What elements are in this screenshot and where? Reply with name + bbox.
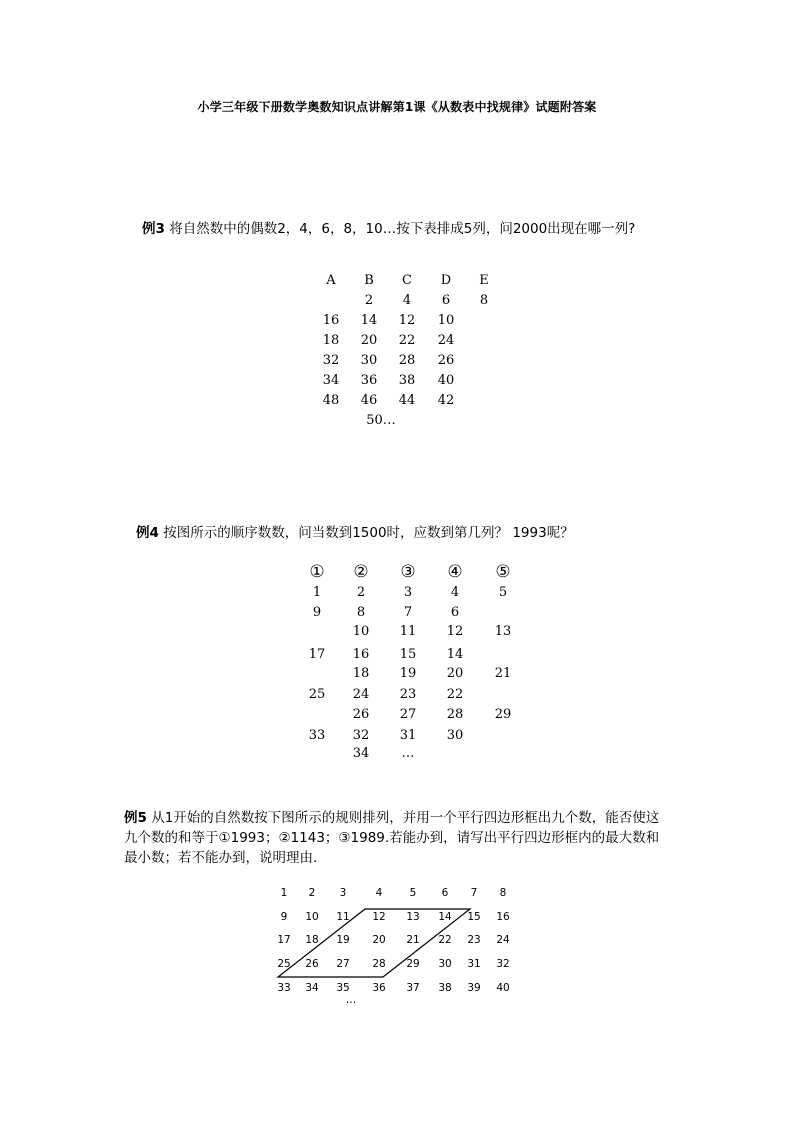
ex3-table-cell: 18 [322,333,340,348]
ex3-table-cell: 6 [441,293,451,308]
ex4-table-cell: 34 [352,746,370,761]
ex3-table-cell: 36 [360,373,378,388]
ex5-grid-cell: 37 [406,982,420,994]
ex4-table-cell: 8 [356,605,366,620]
ex4-table-cell: 4 [450,585,460,600]
ex5-grid-cell: 10 [305,911,319,923]
ex4-table-cell: 17 [308,647,326,662]
ex3-table-cell: 8 [479,293,489,308]
ex4-column-header: ② [353,562,369,582]
ex4-table-cell: 5 [498,585,508,600]
ex3-table-cell: 28 [398,353,416,368]
ex4-table-cell: 1 [312,585,322,600]
ex4-table-cell: 21 [494,666,512,681]
ex5-grid-cell: 28 [372,958,386,970]
ex4-column-header: ① [309,562,325,582]
ex5-grid-cell: 15 [467,911,481,923]
example-4-text: 按图所示的顺序数数，问当数到1500时，应数到第几列？ 1993呢？ [158,525,574,541]
ex4-column-header: ⑤ [495,562,511,582]
example-3-text: 将自然数中的偶数2，4，6，8，10…按下表排成5列，问2000出现在哪一列? [164,221,636,237]
ex5-grid-cell: 2 [308,887,316,899]
ex4-table-cell: 10 [352,624,370,639]
ex5-grid-cell: 4 [375,887,383,899]
ex3-table-cell: 42 [437,393,455,408]
ex5-grid-cell: 26 [305,958,319,970]
ex5-grid-cell: 27 [336,958,350,970]
ex5-grid-cell: 35 [336,982,350,994]
ex5-grid-cell: 17 [277,934,291,946]
ex3-table-cell: 10 [437,313,455,328]
ex4-table-cell: 30 [446,728,464,743]
example-5-label: 例5 [124,810,147,826]
ex5-grid-cell: 34 [305,982,319,994]
ex4-table-cell: 19 [399,666,417,681]
ex3-table-cell: 30 [360,353,378,368]
ex4-table-cell: 29 [494,707,512,722]
ex3-table-cell: 48 [322,393,340,408]
ex5-grid-cell: 24 [496,934,510,946]
ex4-column-header: ④ [447,562,463,582]
ex3-table-cell: 40 [437,373,455,388]
ex4-table-cell: 24 [352,687,370,702]
ex5-grid-cell: 9 [280,911,288,923]
ex3-table-cell: 26 [437,353,455,368]
ex4-column-header: ③ [400,562,416,582]
ex5-ellipsis: … [345,994,357,1006]
ex5-grid-cell: 5 [409,887,417,899]
ex4-table-cell: 7 [403,605,413,620]
ex5-grid-cell: 40 [496,982,510,994]
ex3-header-cell: C [402,273,412,288]
ex4-table-cell: 28 [446,707,464,722]
ex4-table-cell: 31 [399,728,417,743]
ex3-table-cell: 16 [322,313,340,328]
ex3-table-cell: 2 [364,293,374,308]
ex5-grid-cell: 11 [336,911,350,923]
ex4-table-cell: 14 [446,647,464,662]
ex5-grid-cell: 20 [372,934,386,946]
ex3-table-cell: 4 [402,293,412,308]
ex4-table-cell: 26 [352,707,370,722]
ex4-table-cell: 27 [399,707,417,722]
ex5-grid-cell: 19 [336,934,350,946]
ex4-table-cell: 12 [446,624,464,639]
ex4-table-cell: 33 [308,728,326,743]
ex5-grid-cell: 8 [499,887,507,899]
ex3-header-cell: B [364,273,374,288]
ex3-table-cell: 22 [398,333,416,348]
ex4-table-cell: 6 [450,605,460,620]
ex5-grid-cell: 6 [441,887,449,899]
ex4-table-cell: 15 [399,647,417,662]
ex3-table-cell: 20 [360,333,378,348]
example-4-label: 例4 [136,525,159,541]
example-3-label: 例3 [142,221,165,237]
ex5-grid-cell: 38 [438,982,452,994]
ex4-table-cell: 18 [352,666,370,681]
ex4-table-cell: 2 [356,585,366,600]
ex5-grid-cell: 16 [496,911,510,923]
ex5-grid-cell: 21 [406,934,420,946]
ex3-table-cell: 44 [398,393,416,408]
ex3-header-cell: E [479,273,489,288]
ex4-table-cell: 13 [494,624,512,639]
ex5-grid-cell: 39 [467,982,481,994]
ex3-table-cell: 46 [360,393,378,408]
ex5-grid-cell: 30 [438,958,452,970]
ex4-table-cell: 11 [399,624,417,639]
page-title: 小学三年级下册数学奥数知识点讲解第1课《从数表中找规律》试题附答案 [197,100,597,114]
ex5-grid-cell: 14 [438,911,452,923]
ex5-grid-cell: 7 [470,887,478,899]
ex4-table-cell: 20 [446,666,464,681]
ex3-table-cell: 32 [322,353,340,368]
ex4-table-cell: 16 [352,647,370,662]
ex4-table-cell: 9 [312,605,322,620]
ex3-table-cell: 24 [437,333,455,348]
ex5-grid-cell: 18 [305,934,319,946]
ex5-grid-cell: 3 [339,887,347,899]
ex3-table-cell: 14 [360,313,378,328]
ex5-grid-cell: 12 [372,911,386,923]
ex5-grid-cell: 25 [277,958,291,970]
ex3-table-cell: 34 [322,373,340,388]
ex5-grid-cell: 22 [438,934,452,946]
ex5-grid-cell: 32 [496,958,510,970]
ex3-table-cell: 12 [398,313,416,328]
ex4-table-cell: 22 [446,687,464,702]
parallelogram-outline [278,909,470,977]
ex5-grid-cell: 33 [277,982,291,994]
ex3-header-cell: A [326,273,336,288]
ex5-grid-cell: 13 [406,911,420,923]
ex5-grid-cell: 29 [406,958,420,970]
ex4-table-cell: 23 [399,687,417,702]
ex4-table-cell: 3 [403,585,413,600]
ex5-grid-cell: 36 [372,982,386,994]
ex3-table-cell: 50… [366,413,396,428]
ex5-grid-cell: 1 [280,887,288,899]
ex5-grid-cell: 23 [467,934,481,946]
ex5-grid-cell: 31 [467,958,481,970]
ex3-header-cell: D [440,273,452,288]
ex3-table-cell: 38 [398,373,416,388]
ex4-table-cell: 25 [308,687,326,702]
ex4-table-cell: 32 [352,728,370,743]
ex4-table-cell: … [401,746,415,761]
example-5-text: 从1开始的自然数按下图所示的规则排列，并用一个平行四边形框出九个数，能否使这九个数的和等于①1993；②1143；③1989.若能办到，请写出平行四边形框内的最大数和最小数；若不能办到，说明理由. [124,810,660,866]
